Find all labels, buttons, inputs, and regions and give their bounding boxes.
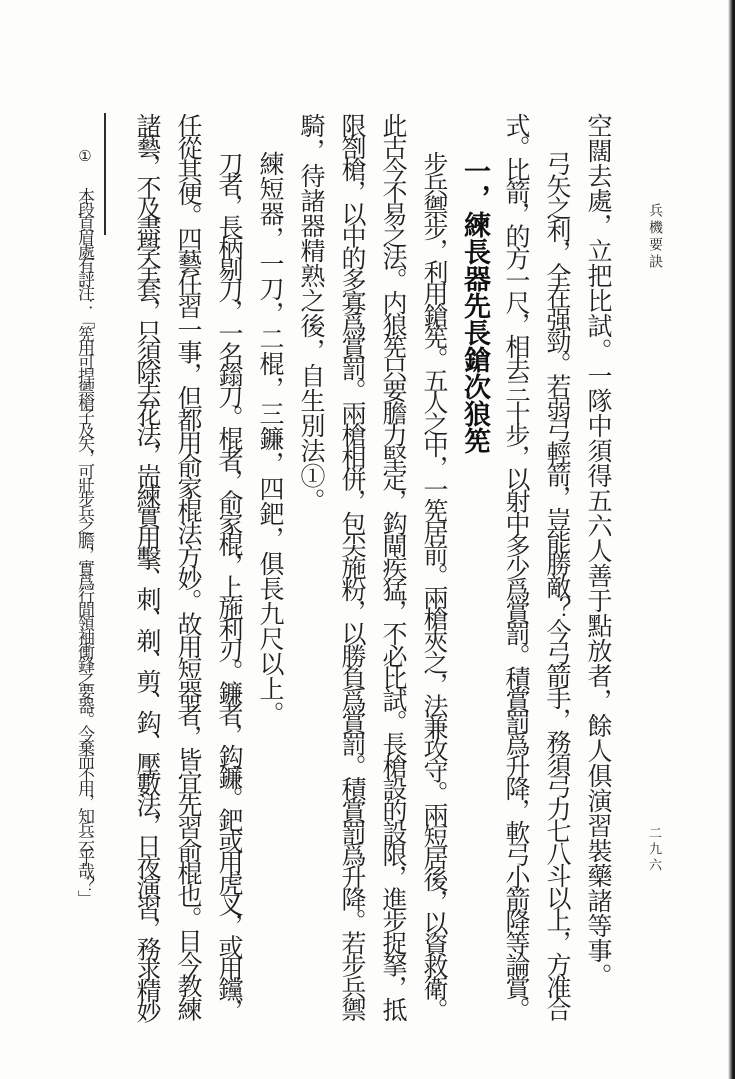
text-column: 刀者，長柄剔刀，一名鎓刀。棍者，俞家棍，上施利刃。鐮者，鈎鐮。鈀或用虎叉，或用钂， [215, 151, 242, 1020]
footnote-text: 本段頁眉處有評注：「筅用可捍禦槍子及矢，可壯步兵之膽，實爲行間領袖衝鋒之要器。今棄而不用，知兵云乎哉？」 [75, 187, 94, 904]
scan-gutter-edge [728, 0, 735, 1079]
text-column: 弓矢之利，全在强勁。若弱弓輕箭，豈能勝敵？今弓箭手，務須弓力七八斗以上，方准合 [543, 151, 570, 1020]
page-number: 二九六 [647, 826, 662, 874]
text-column: 騎，待諸器精熟之後，自生別法①。 [297, 113, 324, 513]
text-column: 空闊去處，立把比試。一隊中須得五六人善于點放者，餘人俱演習裝藥諸等事。 [584, 113, 611, 988]
footnote-marker: ① [76, 147, 92, 162]
text-column: 練短器，一刀，二棍，三鐮，四鈀，俱長九尺以上。 [256, 151, 283, 726]
footnote [64, 147, 104, 1013]
text-column: 此古今不易之法。内狼筅只要膽力堅定，鈎閘疾猛，不必比試。長槍設的設限，進步捉拏，抵 [379, 113, 406, 1020]
main-text [126, 113, 618, 1019]
section-heading: 一，練長器先長鎗次狼筅 [460, 157, 490, 454]
text-column: 式。比箭，的方一尺，相去三十步，以射中多少爲賞罰。積賞罰爲升降，軟弓小箭降等論賞。 [502, 113, 529, 1020]
text-column: 任從其便。四藝任習一事，但都用俞家棍法方妙。故用短器者，皆宜先習俞棍也。目今教練 [174, 113, 201, 1020]
running-title: 兵機要訣 [647, 203, 662, 271]
text-column: 步兵禦步，利用鎗筅。五人之中，一筅居前。兩槍夾之，法兼攻守。兩短居後，以資救衛。 [420, 151, 447, 1020]
text-column: 諸藝，不及盡學全套，只須除去花法，耑練實用擊、刺、剃、剪、鈎、壓數法，日夜演習，務求精妙 [133, 113, 160, 1020]
text-column: 限劄槍，以中的多寡爲賞罰。兩槍相併，包尖施粉，以勝負爲賞罰。積賞罰爲升降。若步兵禦 [338, 113, 365, 1020]
footnote-separator [104, 113, 106, 235]
